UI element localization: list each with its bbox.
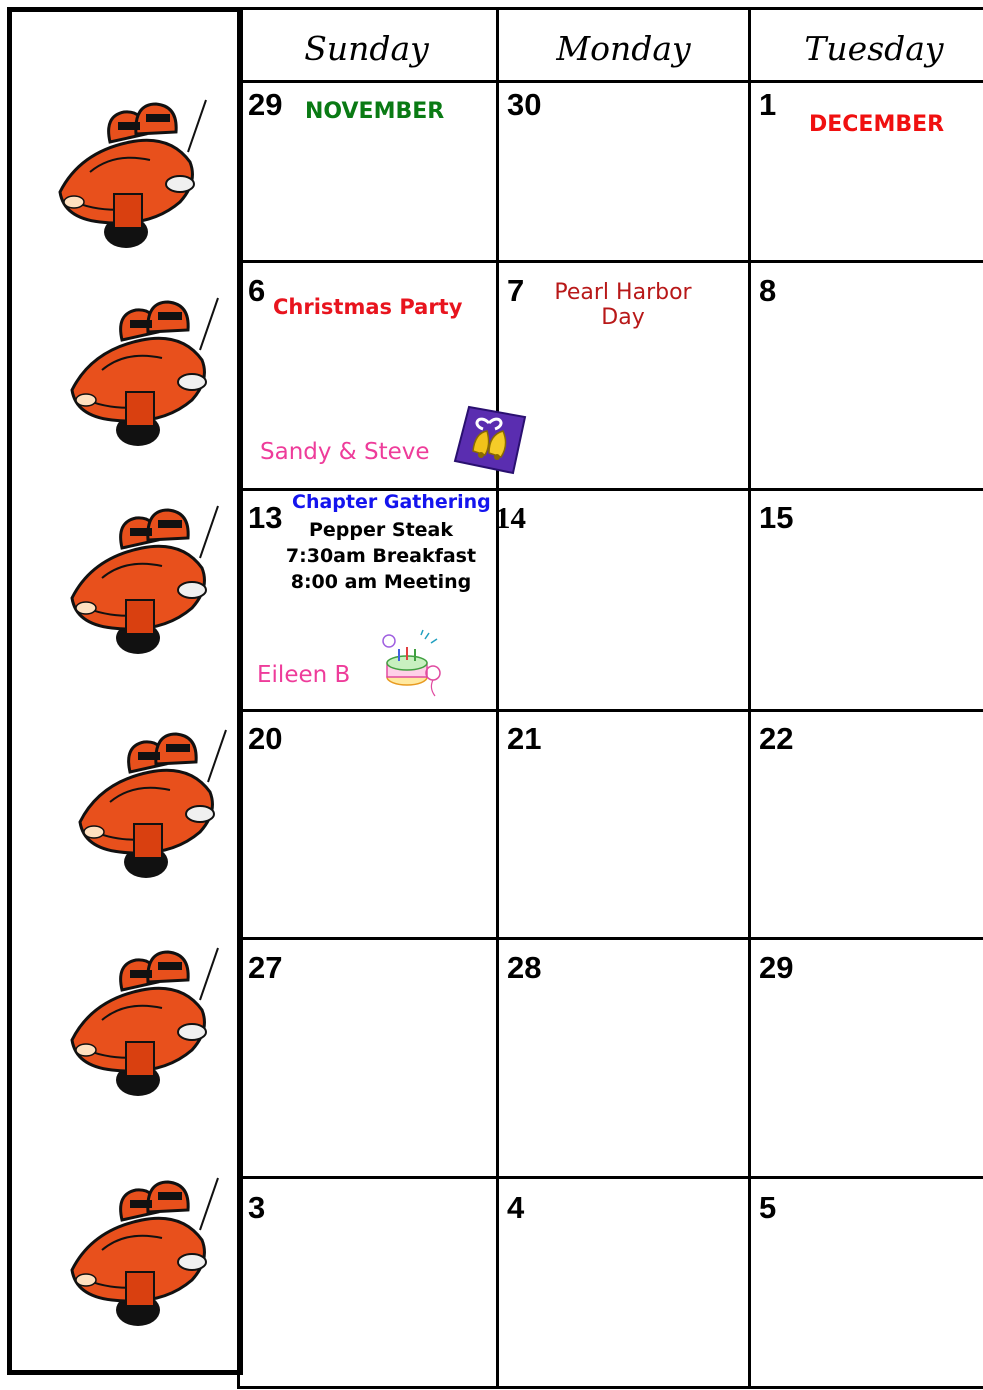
- month-label-december: DECEMBER: [809, 112, 945, 137]
- date-number: 21: [507, 721, 542, 756]
- date-number: 28: [507, 950, 542, 985]
- date-number: 5: [759, 1190, 777, 1225]
- date-number: 7: [507, 273, 525, 308]
- header-tuesday: Tuesday: [804, 29, 944, 68]
- date-number: 6: [248, 273, 266, 308]
- date-number: 4: [507, 1190, 525, 1225]
- event-birthday-eileen: Eileen B: [257, 662, 351, 688]
- date-number: 27: [248, 950, 283, 985]
- birthday-cake-icon: [377, 629, 447, 701]
- date-number: 30: [507, 87, 542, 122]
- date-number: 8: [759, 273, 777, 308]
- date-number: 13: [248, 500, 283, 535]
- date-number: 29: [248, 87, 283, 122]
- date-number: 14: [495, 500, 526, 535]
- event-chapter-gathering: Chapter Gathering: [292, 491, 491, 513]
- motorcycle-riders-icon: [30, 82, 220, 252]
- event-christmas-party: Christmas Party: [273, 295, 463, 319]
- date-number: 22: [759, 721, 794, 756]
- motorcycle-riders-icon: [42, 488, 232, 658]
- motorcycle-riders-icon: [50, 712, 240, 882]
- event-anniversary: Sandy & Steve: [260, 439, 430, 465]
- header-monday: Monday: [556, 29, 691, 68]
- header-sunday: Sunday: [304, 29, 429, 68]
- date-number: 3: [248, 1190, 266, 1225]
- motorcycle-riders-icon: [42, 280, 232, 450]
- bells-gift-icon: [451, 405, 527, 475]
- date-number: 1: [759, 87, 777, 122]
- side-art-panel: [7, 7, 243, 1375]
- calendar-grid: [237, 7, 983, 1389]
- date-number: 15: [759, 500, 794, 535]
- month-label-november: NOVEMBER: [305, 99, 445, 124]
- event-gathering-details: Pepper Steak 7:30am Breakfast 8:00 am Meeting: [285, 519, 477, 593]
- date-number: 29: [759, 950, 794, 985]
- motorcycle-riders-icon: [42, 1160, 232, 1330]
- motorcycle-riders-icon: [42, 930, 232, 1100]
- event-pearl-harbor-day: Pearl Harbor Day: [554, 280, 692, 330]
- date-number: 20: [248, 721, 283, 756]
